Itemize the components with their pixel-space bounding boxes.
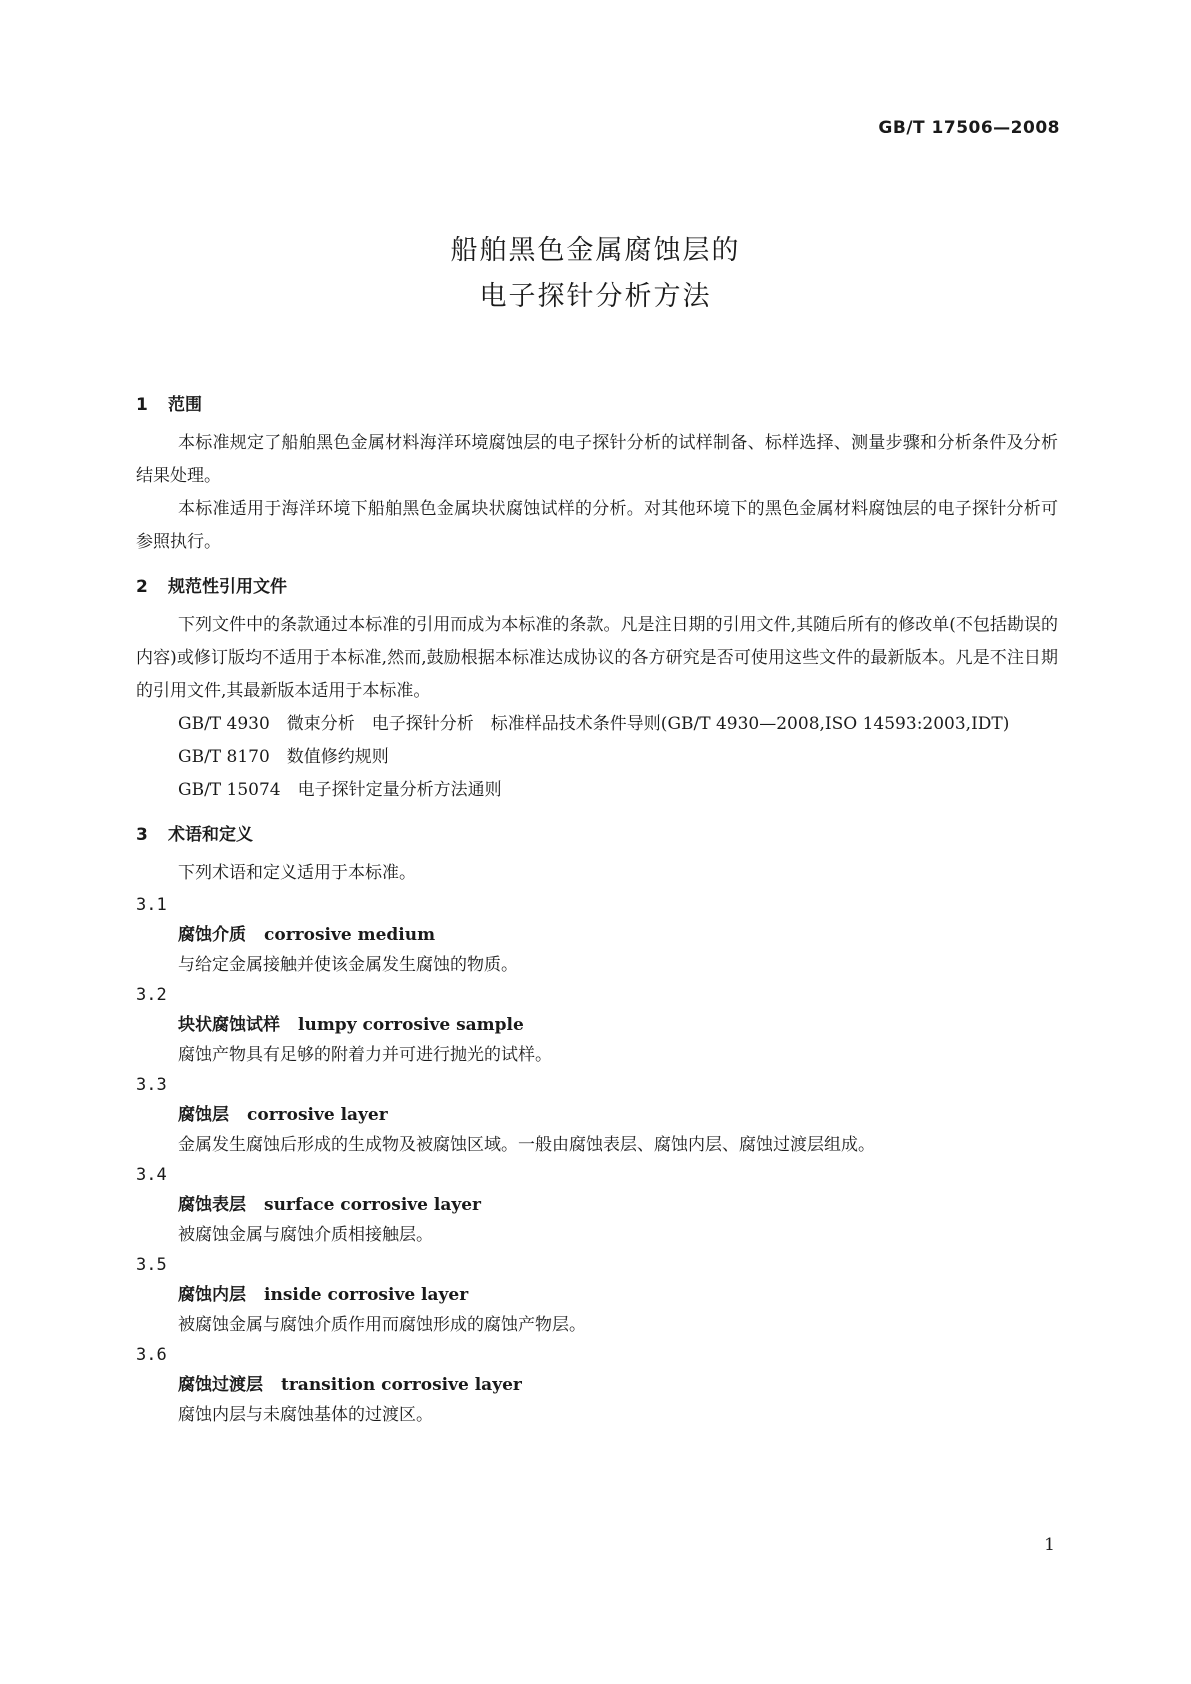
reference-item: GB/T 4930 微束分析 电子探针分析 标准样品技术条件导则(GB/T 4930—2008,ISO 14593:2003,IDT): [178, 714, 1010, 734]
section-number: 2: [136, 577, 148, 597]
term-zh: 块状腐蚀试样: [178, 1015, 280, 1035]
term-en: corrosive medium: [264, 925, 436, 945]
term-number: 3.3: [136, 1075, 167, 1095]
term-definition: 与给定金属接触并使该金属发生腐蚀的物质。: [178, 955, 518, 975]
term-name: [136, 1370, 1058, 1400]
section-title: 规范性引用文件: [168, 577, 287, 597]
term-name: [136, 1280, 1058, 1310]
section-title: 范围: [168, 395, 202, 415]
term-number: 3.2: [136, 985, 167, 1005]
term-zh: 腐蚀内层: [178, 1285, 246, 1305]
term-zh: 腐蚀层: [178, 1105, 229, 1125]
term-en: lumpy corrosive sample: [298, 1015, 524, 1035]
term-entry: [136, 890, 1058, 980]
document-body: [136, 387, 1058, 1430]
standard-code: GB/T 17506—2008: [878, 118, 1060, 138]
term-definition: 腐蚀内层与未腐蚀基体的过渡区。: [178, 1405, 433, 1425]
term-number: 3.4: [136, 1165, 167, 1185]
term-zh: 腐蚀过渡层: [178, 1375, 263, 1395]
term-definition: 被腐蚀金属与腐蚀介质相接触层。: [178, 1225, 433, 1245]
term-zh: 腐蚀介质: [178, 925, 246, 945]
term-number: 3.1: [136, 895, 167, 915]
document-title: [0, 228, 1191, 320]
page-number: 1: [1044, 1535, 1055, 1555]
title-line-1: 船舶黑色金属腐蚀层的: [450, 235, 741, 266]
reference-item: GB/T 8170 数值修约规则: [178, 747, 389, 767]
term-entry: [136, 1340, 1058, 1430]
section-title: 术语和定义: [168, 825, 253, 845]
paragraph: 本标准适用于海洋环境下船舶黑色金属块状腐蚀试样的分析。对其他环境下的黑色金属材料腐蚀层的电子探针分析可参照执行。: [136, 499, 1058, 552]
section-number: 1: [136, 395, 148, 415]
term-en: inside corrosive layer: [264, 1285, 469, 1305]
term-en: corrosive layer: [247, 1105, 388, 1125]
section-number: 3: [136, 825, 148, 845]
term-definition: 被腐蚀金属与腐蚀介质作用而腐蚀形成的腐蚀产物层。: [178, 1315, 586, 1335]
term-en: surface corrosive layer: [264, 1195, 482, 1215]
title-line-2: 电子探针分析方法: [479, 281, 712, 312]
paragraph: 本标准规定了船舶黑色金属材料海洋环境腐蚀层的电子探针分析的试样制备、标样选择、测量步骤和分析条件及分析结果处理。: [136, 433, 1058, 486]
term-definition: 腐蚀产物具有足够的附着力并可进行抛光的试样。: [178, 1045, 552, 1065]
term-entry: [136, 1070, 1058, 1160]
term-name: [136, 1010, 1058, 1040]
term-name: [136, 1190, 1058, 1220]
section-heading-3: [136, 817, 1058, 853]
term-entry: [136, 980, 1058, 1070]
term-definition: 金属发生腐蚀后形成的生成物及被腐蚀区域。一般由腐蚀表层、腐蚀内层、腐蚀过渡层组成。: [178, 1135, 875, 1155]
term-zh: 腐蚀表层: [178, 1195, 246, 1215]
term-number: 3.5: [136, 1255, 167, 1275]
term-number: 3.6: [136, 1345, 167, 1365]
term-name: [136, 920, 1058, 950]
term-entry: [136, 1160, 1058, 1250]
term-name: [136, 1100, 1058, 1130]
term-entry: [136, 1250, 1058, 1340]
term-en: transition corrosive layer: [281, 1375, 522, 1395]
paragraph: 下列文件中的条款通过本标准的引用而成为本标准的条款。凡是注日期的引用文件,其随后所有的修改单(不包括勘误的内容)或修订版均不适用于本标准,然而,鼓励根据本标准达成协议的各方研究是否可使用这些文件的最新版本。凡是不注日期的引用文件,其最新版本适用于本标准。: [136, 615, 1058, 701]
reference-item: GB/T 15074 电子探针定量分析方法通则: [178, 780, 502, 800]
section-heading-2: [136, 569, 1058, 605]
paragraph: 下列术语和定义适用于本标准。: [178, 863, 416, 883]
section-heading-1: [136, 387, 1058, 423]
